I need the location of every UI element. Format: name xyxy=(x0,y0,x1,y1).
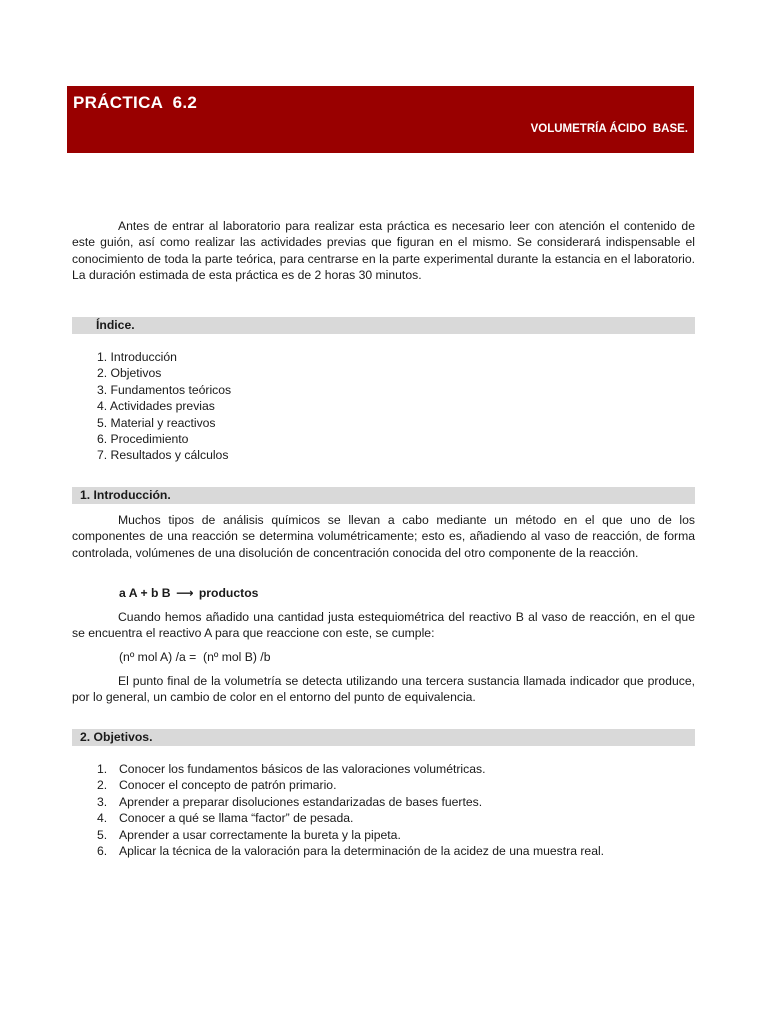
introduccion-heading-bar xyxy=(72,487,695,504)
reaction-arrow-icon: ⟶ xyxy=(175,586,194,600)
objetivo-text: Aprender a preparar disoluciones estandarizadas de bases fuertes. xyxy=(119,794,483,809)
objetivo-number: 2. xyxy=(97,778,108,793)
index-item: 3. Fundamentos teóricos xyxy=(97,382,232,397)
objetivos-heading: 2. Objetivos. xyxy=(80,730,153,744)
objetivo-text: Aplicar la técnica de la valoración para la determinación de la acidez de una muestra real. xyxy=(119,844,605,859)
index-item: 5. Material y reactivos xyxy=(97,415,216,430)
objetivo-item xyxy=(97,827,604,843)
objetivo-text: Aprender a usar correctamente la bureta y la pipeta. xyxy=(119,827,401,842)
introduccion-heading: 1. Introducción. xyxy=(80,488,171,502)
objetivo-number: 5. xyxy=(97,827,108,842)
reaction-products: productos xyxy=(198,586,259,600)
practice-title: PRÁCTICA 6.2 xyxy=(73,93,198,112)
objetivo-item xyxy=(97,794,604,810)
objetivo-number: 4. xyxy=(97,811,108,826)
index-item: 6. Procedimiento xyxy=(97,432,189,447)
index-item: 4. Actividades previas xyxy=(97,399,215,414)
objetivo-number: 1. xyxy=(97,762,108,776)
practice-subtitle: VOLUMETRÍA ÁCIDO BASE. xyxy=(530,123,688,135)
index-heading-bar xyxy=(72,317,695,334)
index-item: 2. Objetivos xyxy=(97,366,162,381)
objetivo-text: Conocer los fundamentos básicos de las valoraciones volumétricas. xyxy=(119,762,486,776)
index-item: 7. Resultados y cálculos xyxy=(97,448,229,463)
objetivo-number: 3. xyxy=(97,794,108,809)
objetivo-text: Conocer a qué se llama “factor” de pesada. xyxy=(119,811,354,826)
objetivo-text: Conocer el concepto de patrón primario. xyxy=(119,778,337,793)
objetivo-number: 6. xyxy=(97,844,108,859)
objetivo-item xyxy=(97,777,604,793)
reaction-equation xyxy=(119,585,258,601)
reaction-reactants: a A + b B xyxy=(119,586,171,600)
index-heading: Índice. xyxy=(96,318,135,332)
objetivos-list xyxy=(97,761,604,859)
objetivo-item xyxy=(97,843,604,859)
introduccion-paragraph-1: Muchos tipos de análisis químicos se llevan a cabo mediante un método en el que uno de los componentes de una reacción se determina volumétricamente; esto es, añadiendo al vaso de reacción, de forma controlada, volúmenes de una disolución de concentración conocida del otro componente de la reacción. xyxy=(72,513,695,560)
objetivo-item xyxy=(97,810,604,826)
introduccion-paragraph-2: Cuando hemos añadido una cantidad justa estequiométrica del reactivo B al vaso de reacción, en el que se encuentra el reactivo A para que reaccione con este, se cumple: xyxy=(72,610,695,641)
objetivos-heading-bar xyxy=(72,729,695,746)
introduccion-paragraph-3: El punto final de la volumetría se detecta utilizando una tercera sustancia llamada indicador que produce, por lo general, un cambio de color en el entorno del punto de equivalencia. xyxy=(72,674,695,705)
index-item: 1. Introducción xyxy=(97,350,177,364)
stoichiometry-equation: (nº mol A) /a = (nº mol B) /b xyxy=(119,650,271,664)
title-banner xyxy=(67,86,694,153)
intro-paragraph: Antes de entrar al laboratorio para realizar esta práctica es necesario leer con atención el contenido de este guión, así como realizar las actividades previas que figuran en el mismo. Se considerará indispensable el conocimiento de toda la parte teórica, para centrarse en la parte experimental durante la estancia en el laboratorio. La duración estimada de esta práctica es de 2 horas 30 minutos. xyxy=(72,219,695,283)
index-list xyxy=(97,349,231,464)
objetivo-item xyxy=(97,761,604,777)
